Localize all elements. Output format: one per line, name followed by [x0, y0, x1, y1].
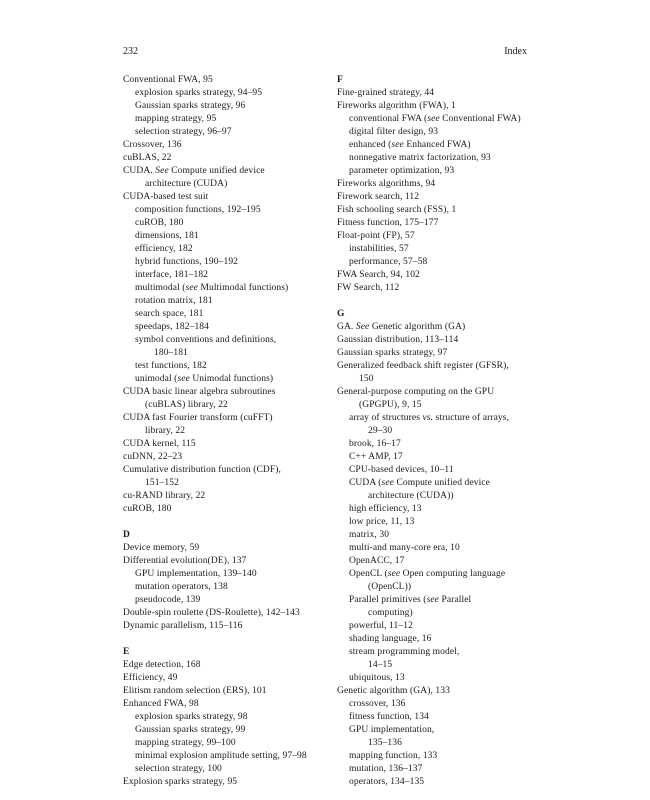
index-entry: 150 — [359, 374, 374, 384]
index-entry: symbol conventions and definitions, — [135, 335, 277, 345]
index-entry: Firework search, 112 — [337, 192, 420, 202]
index-entry: Conventional FWA, 95 — [123, 75, 213, 85]
index-entry: Generalized feedback shift register (GFSR), — [337, 361, 509, 371]
index-entry: CUDA (see Compute unified device — [349, 478, 490, 488]
index-entry: Crossover, 136 — [123, 140, 182, 150]
index-column-left — [123, 74, 328, 789]
section-letter: F — [337, 75, 343, 85]
index-entry: cuDNN, 22–23 — [123, 452, 183, 462]
index-entry: powerful, 11–12 — [349, 621, 413, 631]
index-entry: Enhanced FWA, 98 — [123, 699, 199, 709]
index-entry: search space, 181 — [135, 309, 204, 319]
index-entry: Double-spin roulette (DS-Roulette), 142–143 — [123, 608, 300, 618]
index-entry: instabilities, 57 — [349, 244, 409, 254]
index-entry: FWA Search, 94, 102 — [337, 270, 420, 280]
index-entry: mutation operators, 138 — [135, 582, 228, 592]
index-entry: (OpenCL)) — [368, 582, 412, 592]
index-entry: Gaussian distribution, 113–114 — [337, 335, 459, 345]
index-entry: conventional FWA (see Conventional FWA) — [349, 114, 521, 124]
index-entry: OpenACC, 17 — [349, 556, 405, 566]
index-entry: architecture (CUDA) — [145, 179, 228, 189]
index-entry: Gaussian sparks strategy, 96 — [135, 101, 246, 111]
index-entry: composition functions, 192–195 — [135, 205, 261, 215]
index-entry: 180–181 — [154, 348, 188, 358]
index-entry: selection strategy, 100 — [135, 764, 222, 774]
index-entry: Device memory, 59 — [123, 543, 200, 553]
index-entry: speedaps, 182–184 — [135, 322, 209, 332]
section-gap — [123, 633, 328, 646]
index-entry: Fireworks algorithm (FWA), 1 — [337, 101, 456, 111]
index-entry: Elitism random selection (ERS), 101 — [123, 686, 267, 696]
index-entry: Fish schooling search (FSS), 1 — [337, 205, 457, 215]
index-entry: C++ AMP, 17 — [349, 452, 403, 462]
index-entry: rotation matrix, 181 — [135, 296, 213, 306]
index-entry: nonnegative matrix factorization, 93 — [349, 153, 491, 163]
index-entry: Fireworks algorithms, 94 — [337, 179, 436, 189]
index-entry: brook, 16–17 — [349, 439, 401, 449]
running-head-title: Index — [504, 46, 527, 57]
index-entry: GPU implementation, — [349, 725, 435, 735]
index-entry: GPU implementation, 139–140 — [135, 569, 257, 579]
index-entry: performance, 57–58 — [349, 257, 428, 267]
index-entry: GA. See Genetic algorithm (GA) — [337, 322, 466, 332]
index-entry: library, 22 — [145, 426, 186, 436]
index-entry: Differential evolution(DE), 137 — [123, 556, 247, 566]
index-entry: CUDA. See Compute unified device — [123, 166, 265, 176]
index-column-right — [337, 74, 542, 789]
index-entry: operators, 134–135 — [349, 777, 425, 787]
index-entry: parameter optimization, 93 — [349, 166, 455, 176]
running-head — [123, 46, 527, 58]
index-entry: FW Search, 112 — [337, 283, 400, 293]
index-entry: (GPGPU), 9, 15 — [359, 400, 422, 410]
index-entry: array of structures vs. structure of arrays, — [349, 413, 510, 423]
index-entry: Dynamic parallelism, 115–116 — [123, 621, 243, 631]
index-entry: 135–136 — [368, 738, 402, 748]
index-entry: Gaussian sparks strategy, 99 — [135, 725, 246, 735]
section-gap — [337, 295, 542, 308]
index-entry: selection strategy, 96–97 — [135, 127, 232, 137]
index-entry: mapping function, 133 — [349, 751, 438, 761]
index-entry: Cumulative distribution function (CDF), — [123, 465, 282, 475]
index-entry: architecture (CUDA)) — [368, 491, 454, 501]
index-entry: mapping strategy, 99–100 — [135, 738, 236, 748]
index-entry: minimal explosion amplitude setting, 97–98 — [135, 751, 307, 761]
index-entry: (cuBLAS) library, 22 — [145, 400, 228, 410]
index-entry: interface, 181–182 — [135, 270, 209, 280]
index-entry: Genetic algorithm (GA), 133 — [337, 686, 450, 696]
index-entry: Float-point (FP), 57 — [337, 231, 415, 241]
index-entry: CPU-based devices, 10–11 — [349, 465, 454, 475]
index-entry: fitness function, 134 — [349, 712, 429, 722]
index-entry: Gaussian sparks strategy, 97 — [337, 348, 448, 358]
page-number: 232 — [123, 46, 138, 57]
section-letter: G — [337, 309, 345, 319]
index-entry: crossover, 136 — [349, 699, 406, 709]
index-entry: stream programming model, — [349, 647, 460, 657]
index-entry: cuBLAS, 22 — [123, 153, 172, 163]
index-entry: Parallel primitives (see Parallel — [349, 595, 472, 605]
index-entry: hybrid functions, 190–192 — [135, 257, 239, 267]
index-entry: OpenCL (see Open computing language — [349, 569, 506, 579]
index-entry: explosion sparks strategy, 98 — [135, 712, 248, 722]
index-entry: explosion sparks strategy, 94–95 — [135, 88, 263, 98]
section-letter: D — [123, 530, 130, 540]
index-entry: pseudocode, 139 — [135, 595, 201, 605]
index-entry: CUDA basic linear algebra subroutines — [123, 387, 276, 397]
index-entry: Edge detection, 168 — [123, 660, 201, 670]
section-letter: E — [123, 647, 130, 657]
index-entry: Fitness function, 175–177 — [337, 218, 439, 228]
index-entry: CUDA kernel, 115 — [123, 439, 196, 449]
index-entry: digital filter design, 93 — [349, 127, 439, 137]
index-entry: CUDA-based test suit — [123, 192, 209, 202]
index-entry: mutation, 136–137 — [349, 764, 423, 774]
index-entry: 29–30 — [368, 426, 393, 436]
index-entry: General-purpose computing on the GPU — [337, 387, 495, 397]
index-entry: Fine-grained strategy, 44 — [337, 88, 435, 98]
index-entry: multimodal (see Multimodal functions) — [135, 283, 289, 293]
index-entry: high efficiency, 13 — [349, 504, 422, 514]
index-entry: cuROB, 180 — [135, 218, 184, 228]
index-entry: Explosion sparks strategy, 95 — [123, 777, 238, 787]
index-entry: 14–15 — [368, 660, 393, 670]
index-entry: mapping strategy, 95 — [135, 114, 217, 124]
index-entry: low price, 11, 13 — [349, 517, 415, 527]
index-entry: unimodal (see Unimodal functions) — [135, 374, 274, 384]
index-entry: enhanced (see Enhanced FWA) — [349, 140, 471, 150]
index-entry: cu-RAND library, 22 — [123, 491, 206, 501]
index-entry: test functions, 182 — [135, 361, 207, 371]
index-entry: multi-and many-core era, 10 — [349, 543, 460, 553]
index-entry: ubiquitous, 13 — [349, 673, 405, 683]
index-entry: CUDA fast Fourier transform (cuFFT) — [123, 413, 273, 423]
index-entry: Efficiency, 49 — [123, 673, 178, 683]
index-entry: computing) — [368, 608, 413, 618]
index-entry: cuROB, 180 — [123, 504, 172, 514]
index-entry: matrix, 30 — [349, 530, 390, 540]
section-gap — [123, 516, 328, 529]
index-entry: efficiency, 182 — [135, 244, 193, 254]
index-entry: dimensions, 181 — [135, 231, 199, 241]
index-entry: shading language, 16 — [349, 634, 432, 644]
index-entry: 151–152 — [145, 478, 179, 488]
